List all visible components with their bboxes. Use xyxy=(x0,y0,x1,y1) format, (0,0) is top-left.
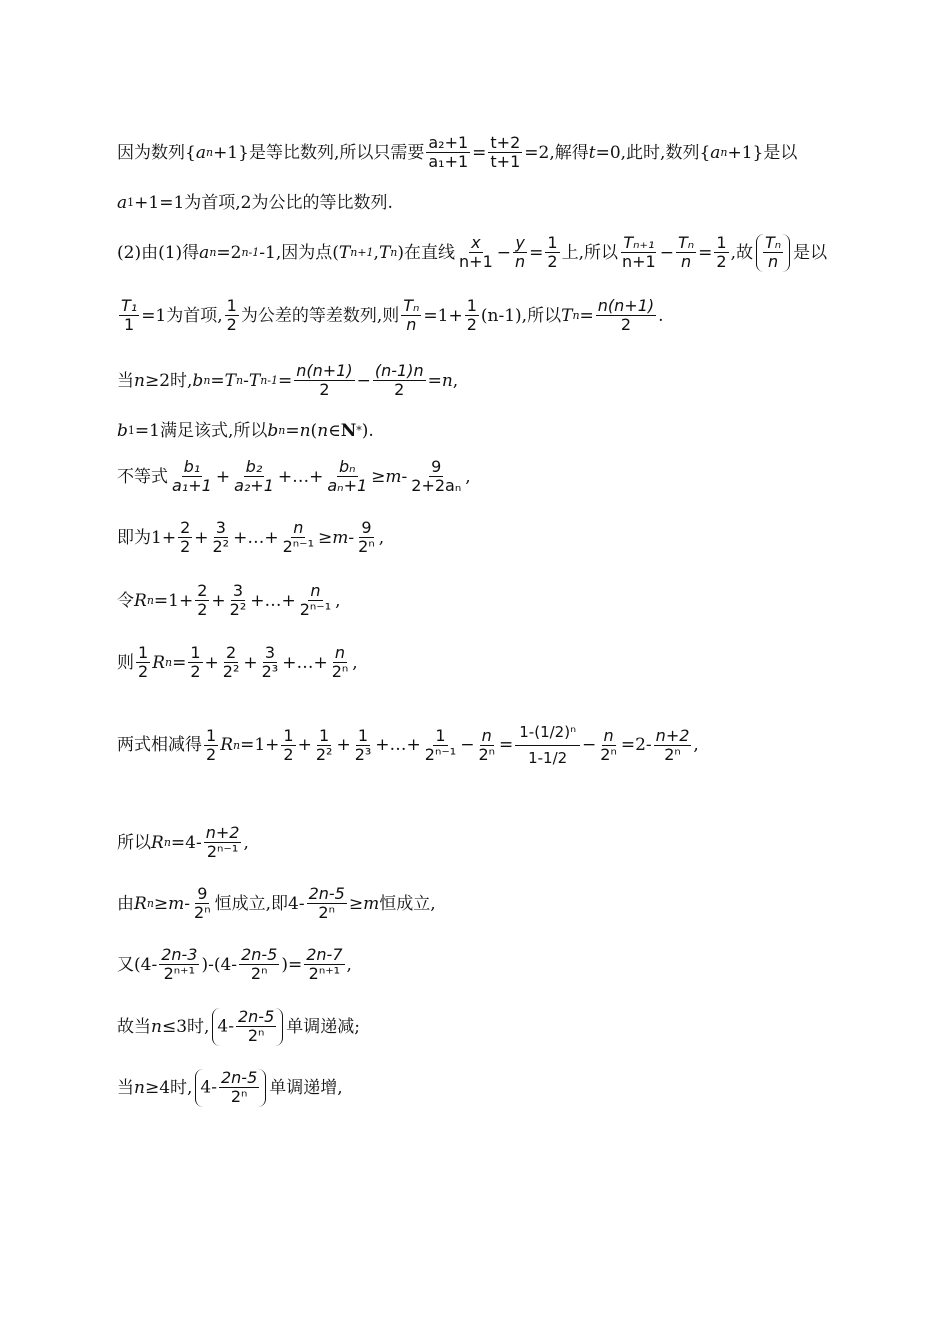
fraction xyxy=(426,134,470,172)
text: 恒成立,即4- xyxy=(214,893,305,914)
numerator: 1 xyxy=(206,725,217,745)
denominator: 2ⁿ xyxy=(230,1087,248,1107)
denominator: 1 xyxy=(124,315,135,335)
denominator: 2³ xyxy=(354,745,372,765)
denominator: aₙ+1 xyxy=(327,476,368,496)
numerator: 1-(1/2)ⁿ xyxy=(515,720,580,746)
fraction xyxy=(239,946,279,984)
denominator: 2 xyxy=(180,537,191,557)
numerator: 2n-3 xyxy=(161,945,198,964)
numerator: n(n+1) xyxy=(597,296,655,315)
numerator: n xyxy=(293,518,304,537)
text: 则 xyxy=(117,652,134,673)
var: T xyxy=(378,242,391,263)
numerator: 1 xyxy=(283,725,294,745)
numerator: n+2 xyxy=(655,725,690,745)
denominator: 2ⁿ xyxy=(318,903,335,923)
text: ≥ xyxy=(153,893,169,914)
denominator: 2 xyxy=(319,380,330,400)
fraction xyxy=(409,458,463,496)
numerator: 1 xyxy=(319,725,330,745)
fraction xyxy=(465,297,479,335)
var: n xyxy=(299,421,311,441)
denominator: n xyxy=(680,252,692,272)
text: ∈ xyxy=(328,421,341,441)
text: - xyxy=(184,893,191,914)
fraction xyxy=(159,946,199,984)
text: = xyxy=(210,370,225,391)
text: ≤3时, xyxy=(161,1016,210,1037)
fraction xyxy=(325,458,369,496)
var: n xyxy=(441,370,453,391)
denominator: 2ⁿ xyxy=(331,662,349,682)
text: 当 xyxy=(117,370,134,391)
fraction xyxy=(423,727,458,765)
fraction xyxy=(298,582,333,620)
var: n xyxy=(134,1077,145,1098)
text: 是以 xyxy=(793,242,828,263)
var: T xyxy=(561,305,573,326)
text: 单调递减; xyxy=(286,1016,360,1037)
text: − xyxy=(496,242,512,263)
text: =1+ xyxy=(153,590,194,611)
fraction xyxy=(219,1069,259,1107)
var: a xyxy=(117,193,128,213)
fraction xyxy=(192,885,213,923)
var: R xyxy=(152,652,165,673)
text: )在直线 xyxy=(397,242,456,263)
fraction xyxy=(232,458,276,496)
text: + xyxy=(204,652,219,673)
text: - xyxy=(401,466,408,487)
text: ,故 xyxy=(730,242,753,263)
denominator: 2 xyxy=(620,315,632,335)
fraction xyxy=(204,727,218,765)
denominator: 2ⁿ⁻¹ xyxy=(424,745,457,765)
var: b xyxy=(267,421,279,441)
numerator: 1 xyxy=(466,296,477,315)
text: =1为首项, xyxy=(141,305,223,326)
fraction xyxy=(401,297,421,335)
denominator: 2 xyxy=(226,315,237,335)
denominator: 2+2aₙ xyxy=(411,476,462,496)
text: + xyxy=(297,735,312,756)
fraction xyxy=(211,519,232,557)
text: 所以 xyxy=(117,832,151,853)
numerator: T₁ xyxy=(121,296,138,315)
text: − xyxy=(582,735,597,756)
numerator: (n-1)n xyxy=(374,361,424,380)
numerator: 1 xyxy=(226,296,237,315)
numerator: y xyxy=(515,233,525,252)
text: = xyxy=(472,142,487,163)
text: 又(4- xyxy=(117,954,158,975)
text: (n-1),所以 xyxy=(480,305,562,326)
text: =1+ xyxy=(240,735,280,756)
text: 4- xyxy=(200,1077,217,1098)
numerator: n xyxy=(310,581,321,600)
text: 不等式 xyxy=(117,466,168,487)
numerator: 2 xyxy=(225,643,237,662)
text: , xyxy=(352,652,358,673)
fraction xyxy=(620,234,658,272)
denominator: n xyxy=(767,252,779,272)
denominator: 2 xyxy=(394,380,405,400)
text: , xyxy=(465,466,471,487)
numerator: Tₙ xyxy=(403,296,420,315)
fraction xyxy=(228,582,249,620)
text: - xyxy=(348,527,355,548)
text: =2 xyxy=(216,242,242,263)
fraction xyxy=(330,644,351,682)
text: 两式相减得 xyxy=(117,735,202,756)
text: =2- xyxy=(620,735,652,756)
denominator: n xyxy=(406,315,417,335)
numerator: t+2 xyxy=(490,133,521,152)
numerator: 3 xyxy=(232,581,244,600)
fraction xyxy=(281,727,295,765)
numerator: bₙ xyxy=(338,457,356,476)
text: =1+ xyxy=(423,305,463,326)
numerator: a₂+1 xyxy=(428,133,469,152)
text: 令 xyxy=(117,590,134,611)
solution-line-4: $\frac{\text{T₁}}{1}$ =1为首项, $\frac{1}{2}$ 为公差的等差数列,则 $\frac{\text{Tₙ}}{n}$ =1+ $\frac{1}{2}$ (n-1),所以 T n = $\frac{n(n+1)}{2}$ . xyxy=(121,296,664,335)
fraction xyxy=(170,458,214,496)
denominator: 1-1/2 xyxy=(528,749,568,768)
solution-line-15 xyxy=(117,1008,890,1046)
text: ≥2时, xyxy=(144,370,193,391)
numerator: 1 xyxy=(716,233,727,252)
fraction xyxy=(221,644,242,682)
fraction xyxy=(281,519,316,557)
solution-line-10: 则 $\frac{1}{2}$ R n = $\frac{1}{2}$ + $\frac{2}{\text{2²}}$ + $\frac{3}{\text{2³}}$ +…+ $\frac{n}{\text{2ⁿ}}$ , xyxy=(117,643,358,682)
sequence-brace xyxy=(195,1069,266,1107)
text: , xyxy=(373,242,379,263)
denominator: 2ⁿ xyxy=(247,1026,265,1046)
solution-line-16 xyxy=(117,1069,890,1107)
sequence-brace xyxy=(756,234,790,272)
fraction xyxy=(195,582,209,620)
numerator: 9 xyxy=(197,884,208,903)
denominator: 2 xyxy=(206,745,217,765)
text: ≥4时, xyxy=(144,1077,193,1098)
text: +1}是等比数列,所以只需要 xyxy=(213,142,425,163)
text: =0,此时,数列{ xyxy=(595,142,711,163)
solution-line-6: b 1 =1满足该式,所以 b n = n ( n ∈ N * ). xyxy=(117,421,374,441)
numerator: n+2 xyxy=(205,823,240,842)
numerator: 2 xyxy=(180,518,191,537)
fraction xyxy=(136,644,150,682)
var: m xyxy=(363,893,380,914)
text: , xyxy=(378,527,385,548)
text: 当 xyxy=(117,1077,134,1098)
text: , xyxy=(335,590,341,611)
solution-line-11: 两式相减得 $\frac{1}{2}$ R n =1+ $\frac{1}{2}$ + $\frac{1}{\text{2²}}$ + $\frac{1}{\text{2³}}$ +…+ $\frac{1}{\text{2ⁿ⁻¹}}$ − $\frac{n}{\text{2ⁿ}}$ = $\frac{\text{1-(1/2)ⁿ}}{1-1/2}$ − $\frac{n}{\text{2ⁿ}}$ =2- $\frac{n+2}{\text{2ⁿ}}$ , xyxy=(117,720,890,772)
text: = xyxy=(427,370,442,391)
denominator: 2ⁿ⁻¹ xyxy=(282,537,315,557)
fraction xyxy=(204,824,242,862)
fraction xyxy=(476,727,497,765)
denominator: 2ⁿ xyxy=(250,964,268,984)
var: n xyxy=(151,1016,162,1037)
var: b xyxy=(192,370,204,391)
denominator: 2ⁿ xyxy=(600,745,617,765)
fraction xyxy=(598,727,619,765)
fraction xyxy=(763,234,783,272)
text: − xyxy=(356,370,371,391)
numerator: 3 xyxy=(264,643,276,662)
denominator: 2 xyxy=(138,662,149,682)
denominator: 2 xyxy=(716,252,727,272)
denominator: a₂+1 xyxy=(234,476,274,496)
text: +…+ xyxy=(282,652,328,673)
denominator: 2² xyxy=(229,600,247,620)
text: +1=1为首项,2为公比的等比数列. xyxy=(134,193,393,213)
var: m xyxy=(332,527,349,548)
fraction xyxy=(457,234,495,272)
text: 故当 xyxy=(117,1016,151,1037)
denominator: 2² xyxy=(222,662,240,682)
fraction xyxy=(225,297,239,335)
text: + xyxy=(336,735,351,756)
numerator: n xyxy=(334,643,346,662)
text: 单调递增, xyxy=(269,1077,343,1098)
var: a xyxy=(195,142,206,163)
numerator: 1 xyxy=(190,643,201,662)
solution-line-2: a 1 +1=1为首项,2为公比的等比数列. xyxy=(117,193,393,213)
denominator: t+1 xyxy=(490,152,521,172)
var: a xyxy=(710,142,721,163)
text: = xyxy=(278,370,293,391)
solution-line-14 xyxy=(117,946,890,984)
text: ≥ xyxy=(348,893,364,914)
var: T xyxy=(248,370,261,391)
denominator: 2ⁿ xyxy=(194,903,211,923)
text: ≥ xyxy=(371,466,386,487)
numerator: 1 xyxy=(435,725,446,745)
var: T xyxy=(338,242,351,263)
text: =2,解得 xyxy=(524,142,589,163)
denominator: 2ⁿ⁺¹ xyxy=(163,964,196,984)
text: (2)由(1)得 xyxy=(117,242,200,263)
numerator: 2n-5 xyxy=(308,884,345,903)
text: = xyxy=(698,242,713,263)
text: +1}是以 xyxy=(727,142,798,163)
numerator: 2 xyxy=(197,581,208,600)
solution-line-13: 由 R n ≥ m - $\frac{9}{\text{2ⁿ}}$ 恒成立,即4- $\frac{2n-5}{\text{2ⁿ}}$ ≥ m 恒成立, xyxy=(117,884,436,923)
text: − xyxy=(659,242,674,263)
denominator: 2 xyxy=(197,600,208,620)
var: R xyxy=(134,893,147,914)
var: t xyxy=(588,142,596,163)
var: R xyxy=(220,735,233,756)
denominator: 2 xyxy=(547,252,558,272)
text: 恒成立, xyxy=(379,893,436,914)
solution-line-3: (2)由(1)得 a n =2 n-1 -1,因为点( T n+1 , T n )在直线 $\frac{x}{n+1}$ − $\frac{y}{n}$ = $\frac{1}{2}$ 上,所以 $\frac{\text{Tₙ₊₁}}{n+1}$ − $\frac{\text{Tₙ}}{n}$ = $\frac{1}{2}$ ,故 $\frac{\text{Tₙ}}{n}$ 是以 xyxy=(117,233,828,272)
text: + xyxy=(194,527,209,548)
text: 上,所以 xyxy=(561,242,618,263)
text: + xyxy=(243,652,258,673)
text: )-(4- xyxy=(201,954,238,975)
natural-numbers-symbol: N xyxy=(340,421,357,441)
fraction xyxy=(188,644,202,682)
text: = xyxy=(529,242,544,263)
numerator: Tₙ xyxy=(764,233,782,252)
text: . xyxy=(658,305,664,326)
text: 即为1+ xyxy=(117,527,177,548)
numerator: Tₙ xyxy=(677,233,695,252)
solution-line-9: 令 R n =1+ $\frac{2}{2}$ + $\frac{3}{\text{2²}}$ +…+ $\frac{n}{\text{2ⁿ⁻¹}}$ , xyxy=(117,581,341,620)
denominator: 2ⁿ⁻¹ xyxy=(299,600,332,620)
numerator: 1 xyxy=(138,643,149,662)
denominator: 2ⁿ xyxy=(358,537,375,557)
numerator: n(n+1) xyxy=(296,361,353,380)
text: 4- xyxy=(217,1016,234,1037)
fraction xyxy=(353,727,374,765)
var: n xyxy=(134,370,145,391)
var: b xyxy=(117,421,128,441)
geometric-sum-fraction xyxy=(515,720,580,772)
fraction xyxy=(596,297,656,335)
denominator: 2 xyxy=(283,745,294,765)
text: =1满足该式,所以 xyxy=(134,421,268,441)
numerator: b₂ xyxy=(245,457,263,476)
denominator: 2 xyxy=(190,662,201,682)
text: ). xyxy=(361,421,374,441)
denominator: a₁+1 xyxy=(428,152,469,172)
solution-line-8 xyxy=(117,519,890,557)
denominator: 2ⁿ xyxy=(478,745,496,765)
fraction xyxy=(654,727,692,765)
fraction xyxy=(314,727,335,765)
denominator: 2ⁿ⁺¹ xyxy=(308,964,341,984)
text: , xyxy=(452,370,459,391)
text: -1,因为点( xyxy=(259,242,339,263)
text: = xyxy=(499,735,514,756)
fraction xyxy=(119,297,139,335)
numerator: 2n-5 xyxy=(237,1007,275,1026)
text: )= xyxy=(281,954,303,975)
text: 为公差的等差数列,则 xyxy=(240,305,400,326)
text: +…+ xyxy=(277,466,324,487)
denominator: 2ⁿ xyxy=(664,745,681,765)
fraction xyxy=(356,519,377,557)
denominator: 2² xyxy=(212,537,230,557)
var: T xyxy=(224,370,236,391)
denominator: 2² xyxy=(315,745,333,765)
var: a xyxy=(199,242,210,263)
text: +…+ xyxy=(233,527,279,548)
numerator: 2n-7 xyxy=(306,945,343,964)
text: = xyxy=(172,652,187,673)
text: ≥ xyxy=(318,527,333,548)
text: = xyxy=(285,421,300,441)
numerator: 9 xyxy=(431,457,442,476)
solution-line-12: 所以 R n =4- $\frac{n+2}{\text{2ⁿ⁻¹}}$ , xyxy=(117,823,249,862)
fraction xyxy=(513,234,527,272)
fraction xyxy=(178,519,192,557)
numerator: 2n-5 xyxy=(220,1068,258,1087)
numerator: 9 xyxy=(361,518,372,537)
numerator: 1 xyxy=(357,725,369,745)
numerator: 2n-5 xyxy=(241,945,278,964)
denominator: 2 xyxy=(466,315,477,335)
var: m xyxy=(168,893,185,914)
var: n xyxy=(317,421,329,441)
fraction xyxy=(294,362,354,400)
text: , xyxy=(693,735,699,756)
text: +…+ xyxy=(375,735,421,756)
text: ( xyxy=(310,421,318,441)
text: , xyxy=(243,832,249,853)
numerator: 3 xyxy=(215,518,226,537)
fraction xyxy=(307,885,347,923)
var: R xyxy=(151,832,164,853)
numerator: n xyxy=(603,725,614,745)
denominator: 2³ xyxy=(261,662,279,682)
fraction xyxy=(714,234,728,272)
denominator: n+1 xyxy=(622,252,656,272)
denominator: a₁+1 xyxy=(172,476,212,496)
text: - xyxy=(243,370,249,391)
text: 由 xyxy=(117,893,134,914)
solution-line-5: 当 n ≥2时, b n = T n - T n-1 = $\frac{n(n+1)}{2}$ − $\frac{(n-1)n}{2}$ = n , xyxy=(117,361,459,400)
var: m xyxy=(385,466,402,487)
text: + xyxy=(215,466,231,487)
fraction xyxy=(260,644,281,682)
numerator: 1 xyxy=(547,233,558,252)
fraction xyxy=(676,234,696,272)
numerator: b₁ xyxy=(183,457,201,476)
text: 因为数列{ xyxy=(117,142,196,163)
solution-line-7 xyxy=(117,458,890,496)
solution-line-1: 因为数列{ a n +1}是等比数列,所以只需要 $\frac{\text{a₂+1}}{\text{a₁+1}}$ = $\frac{t+2}{t+1}$ =2,解得 t =0,此时,数列{ a n +1}是以 xyxy=(117,133,798,172)
text: , xyxy=(346,954,352,975)
text: = xyxy=(579,305,594,326)
numerator: x xyxy=(471,233,481,252)
denominator: 2ⁿ⁻¹ xyxy=(206,842,239,862)
fraction xyxy=(545,234,559,272)
var: R xyxy=(134,590,147,611)
denominator: n+1 xyxy=(459,252,493,272)
fraction xyxy=(488,134,522,172)
text: =4- xyxy=(170,832,202,853)
text: +…+ xyxy=(250,590,296,611)
text: + xyxy=(211,590,226,611)
fraction xyxy=(373,362,426,400)
fraction xyxy=(236,1008,276,1046)
fraction xyxy=(304,946,344,984)
sequence-brace xyxy=(212,1008,283,1046)
denominator: n xyxy=(515,252,526,272)
numerator: Tₙ₊₁ xyxy=(623,233,655,252)
text: − xyxy=(460,735,475,756)
numerator: n xyxy=(481,725,492,745)
